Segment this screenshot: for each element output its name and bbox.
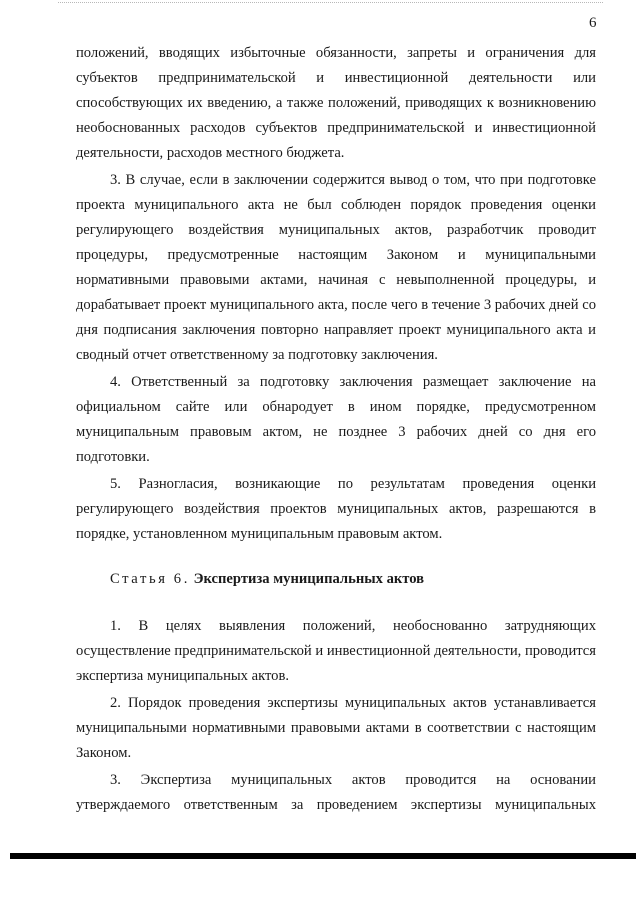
paragraph-item-3: 3. В случае, если в заключении содержится вывод о том, что при подготовке проекта муниципального акта не был соблюден порядок проведения оценки регулирующего воздействия муниципальных актов, разработчик проводит процедуры, предусмотренные настоящим Законом и муниципальными нормативными правовыми актами, начиная с невыполненной процедуры, и дорабатывает проект муниципального акта, после чего в течение 3 рабочих дней со дня подписания заключения повторно направляет проект муниципального акта и сводный отчет ответственному за подготовку заключения. <box>76 172 596 363</box>
paragraph-item-4: 4. Ответственный за подготовку заключения размещает заключение на официальном сайте или обнародует в ином порядке, предусмотренном муниципальным правовым актом, не позднее 3 рабочих дней со дня его подготовки. <box>76 374 596 465</box>
article-label: Статья 6. <box>110 571 190 587</box>
paragraph-continuation: положений, вводящих избыточные обязанности, запреты и ограничения для субъектов предпринимательской и инвестиционной деятельности или способствующих их введению, а также положений, приводящих к возникновению необоснованных расходов субъектов предпринимательской и инвестиционной деятельности, расходов местного бюджета. <box>76 45 596 161</box>
paragraph-item-5: 5. Разногласия, возникающие по результатам проведения оценки регулирующего воздействия проектов муниципальных актов, разрешаются в порядке, установленном муниципальным правовым актом. <box>76 476 596 542</box>
bottom-rule <box>10 853 636 859</box>
document-body <box>76 41 596 818</box>
scan-edge-artifact <box>58 2 603 5</box>
article-6-item-2: 2. Порядок проведения экспертизы муниципальных актов устанавливается муниципальными нормативными правовыми актами в соответствии с настоящим Законом. <box>76 695 596 761</box>
article-6-heading <box>76 567 596 592</box>
article-6-item-1: 1. В целях выявления положений, необоснованно затрудняющих осуществление предпринимательской и инвестиционной деятельности, проводится экспертиза муниципальных актов. <box>76 618 596 684</box>
article-6-item-3: 3. Экспертиза муниципальных актов проводится на основании утверждаемого ответственным за проведением экспертизы муниципальных <box>76 772 596 813</box>
page-number: 6 <box>589 15 597 31</box>
article-title: Экспертиза муниципальных актов <box>193 571 425 587</box>
